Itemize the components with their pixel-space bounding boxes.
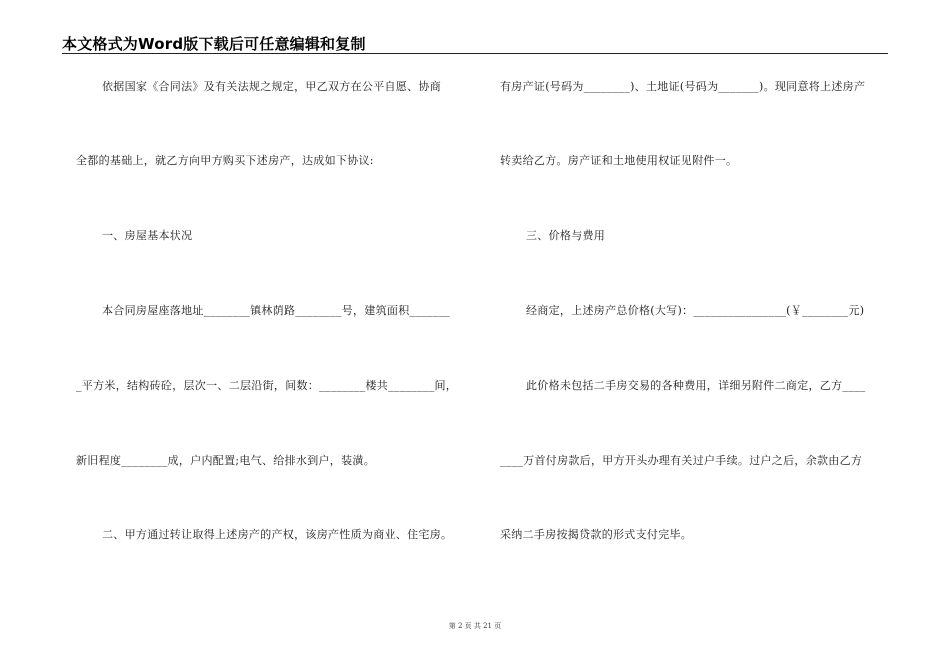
- paragraph-line: 经商定，上述房产总价格(大写)：________________(￥________元): [526, 304, 865, 317]
- paragraph-line: 本合同房屋座落地址________镇林荫路________号，建筑面积_______: [102, 304, 451, 317]
- section-heading-price-and-fees: 三、价格与费用: [526, 229, 606, 242]
- paragraph-line: ____万首付房款后，甲方开头办理有关过户手续。过户之后，余款由乙方: [500, 454, 863, 467]
- page-number-footer: 第 2 页 共 21 页: [448, 622, 502, 630]
- document-header-title: 本文格式为Word版下载后可任意编辑和复制: [62, 35, 366, 53]
- paragraph-line: 转卖给乙方。房产证和土地使用权证见附件一。: [500, 154, 738, 167]
- section-heading-basic-condition: 一、房屋基本状况: [102, 229, 193, 242]
- left-column: [76, 0, 476, 672]
- paragraph-line: _平方米，结构砖砼，层次一、二层沿街，间数：________楼共________间，: [76, 379, 458, 392]
- paragraph-line: 依据国家《合同法》及有关法规之规定，甲乙双方在公平自愿、协商: [102, 80, 441, 93]
- paragraph-line: 采纳二手房按揭贷款的形式支付完毕。: [500, 528, 693, 541]
- right-column: [500, 0, 900, 672]
- paragraph-line: 二、甲方通过转让取得上述房产的产权，该房产性质为商业、住宅房。: [102, 528, 453, 541]
- paragraph-line: 全都的基础上，就乙方向甲方购买下述房产，达成如下协议:: [76, 154, 374, 167]
- paragraph-line: 此价格未包括二手房交易的各种费用，详细另附件二商定，乙方____: [526, 379, 866, 392]
- paragraph-line: 有房产证(号码为________)、土地证(号码为_______)。现同意将上述房产: [500, 80, 866, 93]
- paragraph-line: 新旧程度________成，户内配置;电气、给排水到户，装潢。: [76, 454, 376, 467]
